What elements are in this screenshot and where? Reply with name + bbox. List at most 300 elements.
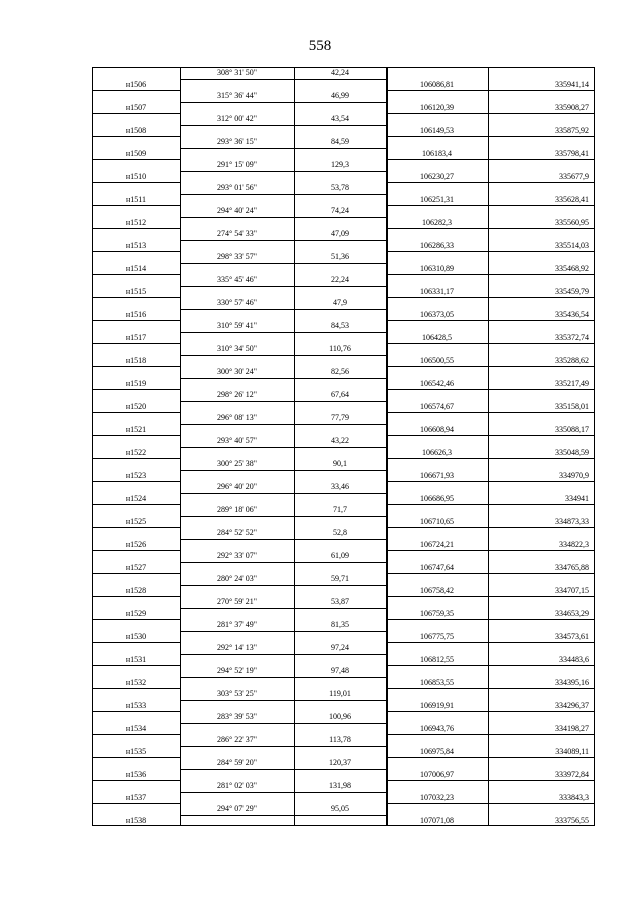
segment-row <box>92 228 595 240</box>
segment-distance: 110,76 <box>329 344 351 353</box>
row-divider <box>386 366 595 367</box>
row-divider <box>386 320 595 321</box>
point-row <box>92 355 595 367</box>
segment-distance: 46,99 <box>331 91 349 100</box>
row-divider <box>92 297 180 298</box>
segment-angle: 303° 53' 25" <box>217 689 257 698</box>
segment-angle: 280° 24' 03" <box>217 574 257 583</box>
segment-row <box>92 297 595 309</box>
point-name: н1529 <box>125 608 147 618</box>
segment-row <box>92 458 595 470</box>
point-name: н1526 <box>125 539 147 549</box>
row-divider <box>92 757 180 758</box>
row-divider <box>386 389 595 390</box>
point-y: 335941,14 <box>555 79 589 89</box>
segment-angle: 281° 02' 03" <box>217 781 257 790</box>
point-x: 107006,97 <box>420 769 454 779</box>
segment-distance: 74,24 <box>331 206 349 215</box>
segment-distance: 61,09 <box>331 551 349 560</box>
row-divider <box>386 642 595 643</box>
row-divider <box>92 711 180 712</box>
point-x: 106542,46 <box>420 378 454 388</box>
segment-row <box>92 596 595 608</box>
point-row <box>92 608 595 620</box>
row-divider <box>180 631 386 632</box>
point-x: 107032,23 <box>420 792 454 802</box>
row-divider <box>180 125 386 126</box>
point-name: н1510 <box>125 171 147 181</box>
row-divider <box>180 447 386 448</box>
segment-row <box>92 734 595 746</box>
point-x: 106747,64 <box>420 562 454 572</box>
point-row <box>92 240 595 252</box>
segment-distance: 81,35 <box>331 620 349 629</box>
segment-angle: 315° 36' 44" <box>217 91 257 100</box>
row-divider <box>386 573 595 574</box>
point-x: 106373,05 <box>420 309 454 319</box>
point-y: 334822,3 <box>559 539 589 549</box>
row-divider <box>92 320 180 321</box>
segment-distance: 22,24 <box>331 275 349 284</box>
point-row <box>92 723 595 735</box>
point-y: 335798,41 <box>555 148 589 158</box>
row-divider <box>180 608 386 609</box>
segment-angle: 298° 33' 57" <box>217 252 257 261</box>
point-y: 335088,17 <box>555 424 589 434</box>
segment-row <box>92 320 595 332</box>
row-divider <box>92 182 180 183</box>
row-divider <box>92 136 180 137</box>
row-divider <box>386 780 595 781</box>
point-row <box>92 562 595 574</box>
row-divider <box>92 642 180 643</box>
row-divider <box>92 780 180 781</box>
row-divider <box>386 803 595 804</box>
point-row <box>92 332 595 344</box>
segment-distance: 90,1 <box>333 459 347 468</box>
point-row <box>92 148 595 160</box>
row-divider <box>180 562 386 563</box>
row-divider <box>180 263 386 264</box>
point-x: 106853,55 <box>420 677 454 687</box>
point-x: 106975,84 <box>420 746 454 756</box>
point-x: 106608,94 <box>420 424 454 434</box>
row-divider <box>180 194 386 195</box>
point-y: 335158,01 <box>555 401 589 411</box>
row-divider <box>180 286 386 287</box>
point-row <box>92 654 595 666</box>
point-y: 335628,41 <box>555 194 589 204</box>
point-x: 106251,31 <box>420 194 454 204</box>
row-divider <box>386 550 595 551</box>
row-divider <box>92 435 180 436</box>
point-y: 334483,6 <box>559 654 589 664</box>
point-row <box>92 401 595 413</box>
point-y: 334707,15 <box>555 585 589 595</box>
segment-distance: 100,96 <box>329 712 351 721</box>
point-name: н1537 <box>125 792 147 802</box>
row-divider <box>180 700 386 701</box>
point-row <box>92 493 595 505</box>
row-divider <box>180 240 386 241</box>
point-row <box>92 378 595 390</box>
point-row <box>92 700 595 712</box>
row-divider <box>92 527 180 528</box>
row-divider <box>386 596 595 597</box>
segment-row <box>92 504 595 516</box>
segment-distance: 77,79 <box>331 413 349 422</box>
row-divider <box>92 481 180 482</box>
segment-row <box>92 688 595 700</box>
segment-distance: 47,9 <box>333 298 347 307</box>
row-divider <box>386 274 595 275</box>
point-x: 106686,95 <box>420 493 454 503</box>
point-x: 106500,55 <box>420 355 454 365</box>
point-row <box>92 746 595 758</box>
point-name: н1515 <box>125 286 147 296</box>
point-x: 106626,3 <box>422 447 452 457</box>
segment-angle: 284° 59' 20" <box>217 758 257 767</box>
point-row <box>92 125 595 137</box>
point-name: н1536 <box>125 769 147 779</box>
point-x: 106574,67 <box>420 401 454 411</box>
segment-angle: 330° 57' 46" <box>217 298 257 307</box>
segment-row <box>92 159 595 171</box>
row-divider <box>180 309 386 310</box>
point-name: н1532 <box>125 677 147 687</box>
row-divider <box>180 746 386 747</box>
segment-angle: 289° 18' 06" <box>217 505 257 514</box>
point-y: 335372,74 <box>555 332 589 342</box>
row-divider <box>386 159 595 160</box>
point-row <box>92 286 595 298</box>
point-y: 335288,62 <box>555 355 589 365</box>
segment-angle: 274° 54' 33" <box>217 229 257 238</box>
point-row <box>92 447 595 459</box>
point-x: 106310,89 <box>420 263 454 273</box>
segment-row <box>92 757 595 769</box>
row-divider <box>92 504 180 505</box>
row-divider <box>180 539 386 540</box>
point-row <box>92 194 595 206</box>
segment-distance: 120,37 <box>329 758 351 767</box>
page-number: 558 <box>308 38 332 54</box>
point-y: 334873,33 <box>555 516 589 526</box>
row-divider <box>180 585 386 586</box>
point-x: 106282,3 <box>422 217 452 227</box>
segment-angle: 310° 34' 50" <box>217 344 257 353</box>
segment-angle: 293° 36' 15" <box>217 137 257 146</box>
segment-distance: 33,46 <box>331 482 349 491</box>
row-divider <box>386 665 595 666</box>
row-divider <box>92 550 180 551</box>
row-divider <box>386 734 595 735</box>
segment-row <box>92 251 595 263</box>
segment-angle: 284° 52' 52" <box>217 528 257 537</box>
segment-distance: 51,36 <box>331 252 349 261</box>
point-y: 335468,92 <box>555 263 589 273</box>
segment-row <box>92 550 595 562</box>
row-divider <box>386 527 595 528</box>
point-x: 107071,08 <box>420 815 454 825</box>
segment-distance: 59,71 <box>331 574 349 583</box>
segment-distance: 53,78 <box>331 183 349 192</box>
point-y: 333972,84 <box>555 769 589 779</box>
point-x: 106919,91 <box>420 700 454 710</box>
row-divider <box>180 654 386 655</box>
row-divider <box>92 366 180 367</box>
row-divider <box>386 757 595 758</box>
row-divider <box>386 619 595 620</box>
point-name: н1511 <box>126 194 146 204</box>
row-divider <box>180 516 386 517</box>
point-name: н1512 <box>125 217 147 227</box>
point-x: 106775,75 <box>420 631 454 641</box>
row-divider <box>180 378 386 379</box>
point-x: 106710,65 <box>420 516 454 526</box>
segment-row <box>92 366 595 378</box>
row-divider <box>180 171 386 172</box>
row-divider <box>386 458 595 459</box>
segment-distance: 97,48 <box>331 666 349 675</box>
point-x: 106724,21 <box>420 539 454 549</box>
segment-distance: 84,53 <box>331 321 349 330</box>
segment-row <box>92 412 595 424</box>
row-divider <box>386 251 595 252</box>
segment-row <box>92 619 595 631</box>
table-border <box>92 67 595 68</box>
point-y: 335560,95 <box>555 217 589 227</box>
row-divider <box>386 205 595 206</box>
point-y: 334198,27 <box>555 723 589 733</box>
segment-row <box>92 527 595 539</box>
segment-angle: 281° 37' 49" <box>217 620 257 629</box>
point-row <box>92 102 595 114</box>
segment-distance: 119,01 <box>329 689 351 698</box>
segment-distance: 131,98 <box>329 781 351 790</box>
point-y: 334395,16 <box>555 677 589 687</box>
point-x: 106120,39 <box>420 102 454 112</box>
row-divider <box>386 711 595 712</box>
point-row <box>92 309 595 321</box>
table-border <box>92 825 595 826</box>
point-name: н1527 <box>125 562 147 572</box>
point-y: 334573,61 <box>555 631 589 641</box>
point-name: н1519 <box>125 378 147 388</box>
row-divider <box>180 677 386 678</box>
point-row <box>92 263 595 275</box>
point-name: н1538 <box>125 815 147 825</box>
segment-angle: 310° 59' 41" <box>217 321 257 330</box>
segment-angle: 296° 08' 13" <box>217 413 257 422</box>
row-divider <box>386 412 595 413</box>
segment-distance: 47,09 <box>331 229 349 238</box>
row-divider <box>386 688 595 689</box>
row-divider <box>92 274 180 275</box>
row-divider <box>386 504 595 505</box>
segment-angle: 292° 33' 07" <box>217 551 257 560</box>
row-divider <box>92 228 180 229</box>
point-x: 106428,5 <box>422 332 452 342</box>
point-name: н1533 <box>125 700 147 710</box>
point-name: н1534 <box>125 723 147 733</box>
point-y: 333843,3 <box>559 792 589 802</box>
point-name: н1530 <box>125 631 147 641</box>
point-name: н1523 <box>125 470 147 480</box>
segment-row <box>92 803 595 815</box>
point-name: н1520 <box>125 401 147 411</box>
segment-angle: 294° 40' 24" <box>217 206 257 215</box>
row-divider <box>386 435 595 436</box>
point-name: н1514 <box>125 263 147 273</box>
point-name: н1513 <box>125 240 147 250</box>
point-row <box>92 539 595 551</box>
row-divider <box>180 217 386 218</box>
row-divider <box>92 113 180 114</box>
point-name: н1528 <box>125 585 147 595</box>
point-row <box>92 424 595 436</box>
row-divider <box>386 136 595 137</box>
segment-angle: 300° 25' 38" <box>217 459 257 468</box>
point-row <box>92 585 595 597</box>
segment-row <box>92 113 595 125</box>
table-border <box>92 67 93 826</box>
row-divider <box>180 792 386 793</box>
point-row <box>92 677 595 689</box>
segment-angle: 291° 15' 09" <box>217 160 257 169</box>
column-divider <box>488 67 489 826</box>
segment-distance: 67,64 <box>331 390 349 399</box>
segment-row <box>92 389 595 401</box>
segment-distance: 82,56 <box>331 367 349 376</box>
point-y: 335217,49 <box>555 378 589 388</box>
segment-angle: 296° 40' 20" <box>217 482 257 491</box>
point-y: 334941 <box>565 493 589 503</box>
row-divider <box>92 412 180 413</box>
row-divider <box>92 458 180 459</box>
segment-row <box>92 90 595 102</box>
point-x: 106759,35 <box>420 608 454 618</box>
segment-angle: 293° 40' 57" <box>217 436 257 445</box>
point-x: 106758,42 <box>420 585 454 595</box>
coordinates-table <box>92 67 595 826</box>
segment-row <box>92 481 595 493</box>
row-divider <box>180 355 386 356</box>
row-divider <box>92 688 180 689</box>
point-row <box>92 217 595 229</box>
row-divider <box>92 596 180 597</box>
segment-distance: 52,8 <box>333 528 347 537</box>
row-divider <box>386 182 595 183</box>
point-row <box>92 79 595 91</box>
point-x: 106149,53 <box>420 125 454 135</box>
point-name: н1518 <box>125 355 147 365</box>
point-name: н1535 <box>125 746 147 756</box>
point-y: 335459,79 <box>555 286 589 296</box>
point-name: н1516 <box>125 309 147 319</box>
segment-distance: 43,54 <box>331 114 349 123</box>
row-divider <box>386 343 595 344</box>
row-divider <box>180 723 386 724</box>
segment-row <box>92 343 595 355</box>
row-divider <box>92 389 180 390</box>
segment-row <box>92 642 595 654</box>
row-divider <box>386 228 595 229</box>
row-divider <box>92 665 180 666</box>
point-name: н1517 <box>125 332 147 342</box>
row-divider <box>180 470 386 471</box>
segment-row <box>92 67 595 79</box>
row-divider <box>180 332 386 333</box>
row-divider <box>180 102 386 103</box>
segment-angle: 293° 01' 56" <box>217 183 257 192</box>
segment-row <box>92 711 595 723</box>
row-divider <box>92 90 180 91</box>
segment-angle: 283° 39' 53" <box>217 712 257 721</box>
segment-angle: 298° 26' 12" <box>217 390 257 399</box>
point-y: 334296,37 <box>555 700 589 710</box>
segment-angle: 270° 59' 21" <box>217 597 257 606</box>
point-y: 334653,29 <box>555 608 589 618</box>
point-y: 335875,92 <box>555 125 589 135</box>
point-row <box>92 631 595 643</box>
segment-distance: 43,22 <box>331 436 349 445</box>
row-divider <box>92 205 180 206</box>
point-y: 335436,54 <box>555 309 589 319</box>
segment-row <box>92 665 595 677</box>
point-y: 334970,9 <box>559 470 589 480</box>
row-divider <box>386 297 595 298</box>
point-name: н1507 <box>125 102 147 112</box>
point-row <box>92 171 595 183</box>
row-divider <box>92 251 180 252</box>
point-name: н1508 <box>125 125 147 135</box>
segment-distance: 53,87 <box>331 597 349 606</box>
segment-row <box>92 136 595 148</box>
segment-angle: 292° 14' 13" <box>217 643 257 652</box>
point-name: н1525 <box>125 516 147 526</box>
segment-row <box>92 205 595 217</box>
row-divider <box>386 90 595 91</box>
row-divider <box>92 159 180 160</box>
segment-angle: 300° 30' 24" <box>217 367 257 376</box>
segment-angle: 294° 07' 29" <box>217 804 257 813</box>
row-divider <box>180 769 386 770</box>
point-y: 334765,88 <box>555 562 589 572</box>
point-y: 335048,59 <box>555 447 589 457</box>
row-divider <box>92 619 180 620</box>
row-divider <box>92 343 180 344</box>
point-x: 106812,55 <box>420 654 454 664</box>
point-name: н1531 <box>125 654 147 664</box>
segment-angle: 286° 22' 37" <box>217 735 257 744</box>
point-name: н1522 <box>125 447 147 457</box>
segment-angle: 312° 00' 42" <box>217 114 257 123</box>
segment-row <box>92 435 595 447</box>
row-divider <box>386 113 595 114</box>
point-x: 106331,17 <box>420 286 454 296</box>
row-divider <box>92 803 180 804</box>
point-x: 106086,81 <box>420 79 454 89</box>
segment-distance: 95,05 <box>331 804 349 813</box>
point-row <box>92 470 595 482</box>
point-y: 334089,11 <box>555 746 589 756</box>
point-y: 335677,9 <box>559 171 589 181</box>
point-x: 106671,93 <box>420 470 454 480</box>
segment-angle: 335° 45' 46" <box>217 275 257 284</box>
point-x: 106943,76 <box>420 723 454 733</box>
row-divider <box>386 481 595 482</box>
